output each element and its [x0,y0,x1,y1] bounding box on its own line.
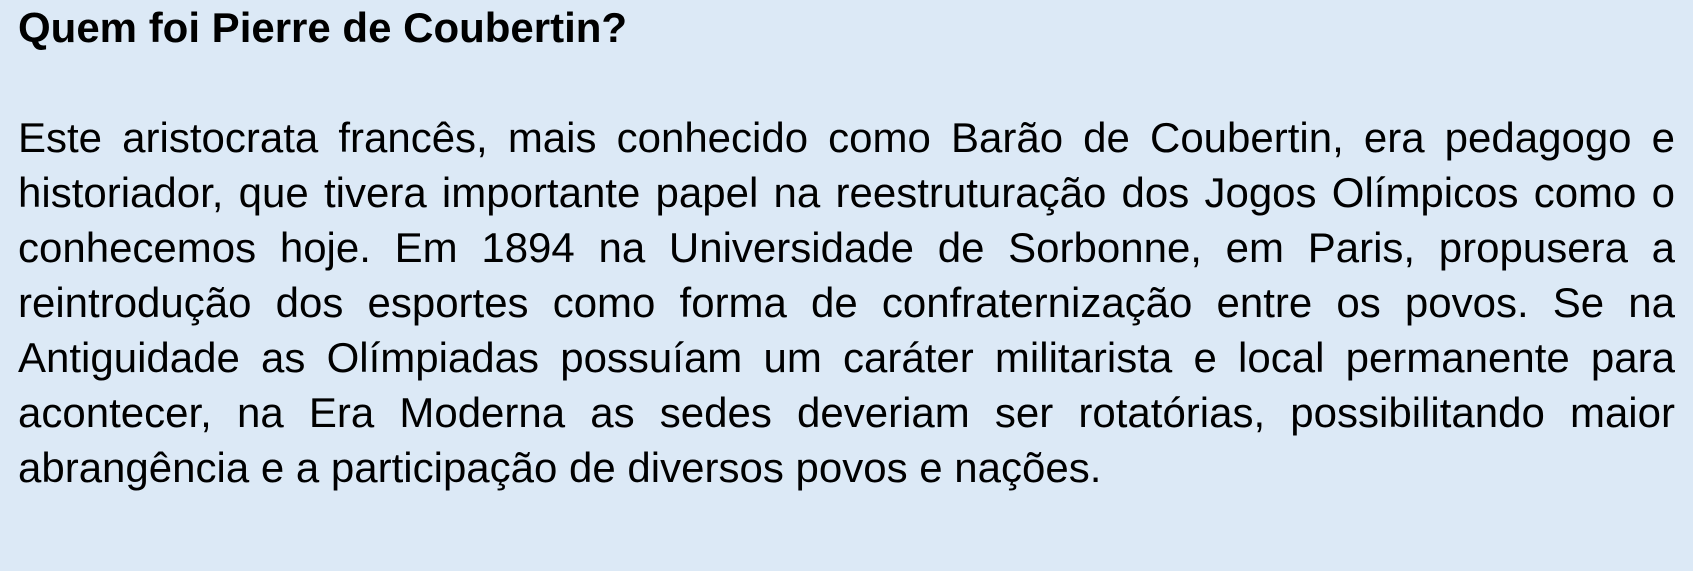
body-paragraph: Este aristocrata francês, mais conhecido como Barão de Coubertin, era pedagogo e historiador, que tivera importante papel na reestruturação dos Jogos Olímpicos como o conhecemos hoje. Em 1894 na Universidade de Sorbonne, em Paris, propusera a reintrodução dos esportes como forma de confraternização entre os povos. Se na Antiguidade as Olímpiadas possuíam um caráter militarista e local permanente para acontecer, na Era Moderna as sedes deveriam ser rotatórias, possibilitando maior abrangência e a participação de diversos povos e nações. [18,114,1675,491]
page-title: Quem foi Pierre de Coubertin? [18,4,628,51]
